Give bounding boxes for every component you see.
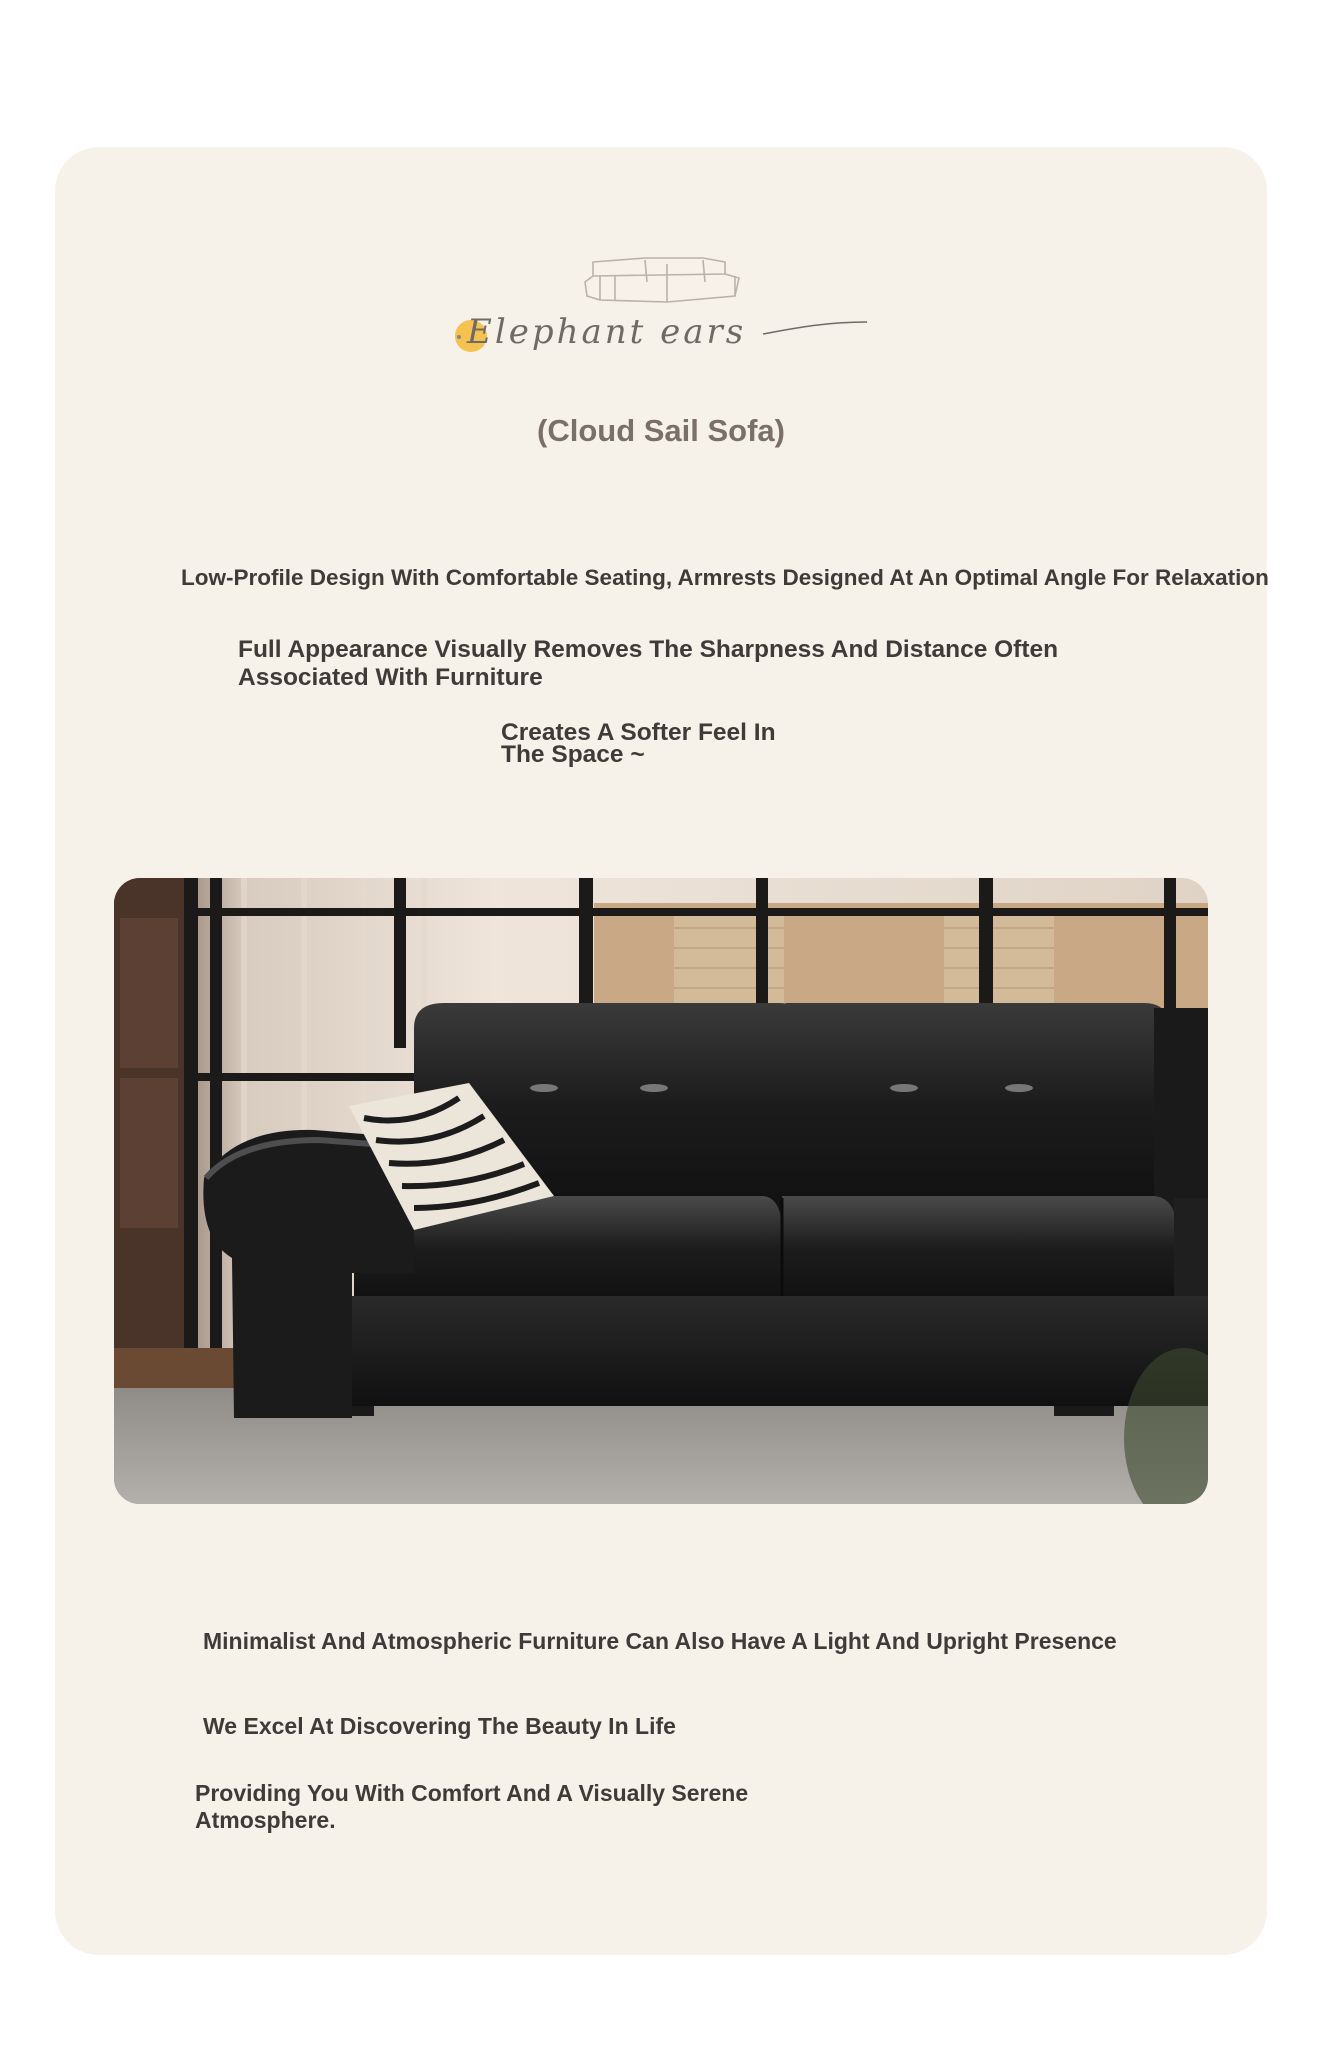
- intro-line-3: Creates A Softer Feel In The Space ~: [501, 719, 776, 768]
- brand-logo: [55, 252, 1267, 382]
- logo-script-text: Elephant ears: [467, 312, 747, 352]
- outro-line-1: Minimalist And Atmospheric Furniture Can Also Have A Light And Upright Presence: [203, 1628, 1117, 1654]
- outro-line-2: We Excel At Discovering The Beauty In Life: [203, 1713, 676, 1739]
- sofa-photo: [114, 878, 1208, 1504]
- intro-line-2: Full Appearance Visually Removes The Sharpness And Distance Often Associated With Furniture: [238, 636, 1059, 691]
- intro-line-1: Low-Profile Design With Comfortable Seating, Armrests Designed At An Optimal Angle For Relaxation: [181, 565, 1269, 590]
- content-card: [55, 147, 1267, 1955]
- product-subtitle: (Cloud Sail Sofa): [537, 413, 785, 448]
- outro-line-3: Providing You With Comfort And A Visually Serene Atmosphere.: [195, 1780, 749, 1833]
- sofa-line-icon: [585, 258, 739, 302]
